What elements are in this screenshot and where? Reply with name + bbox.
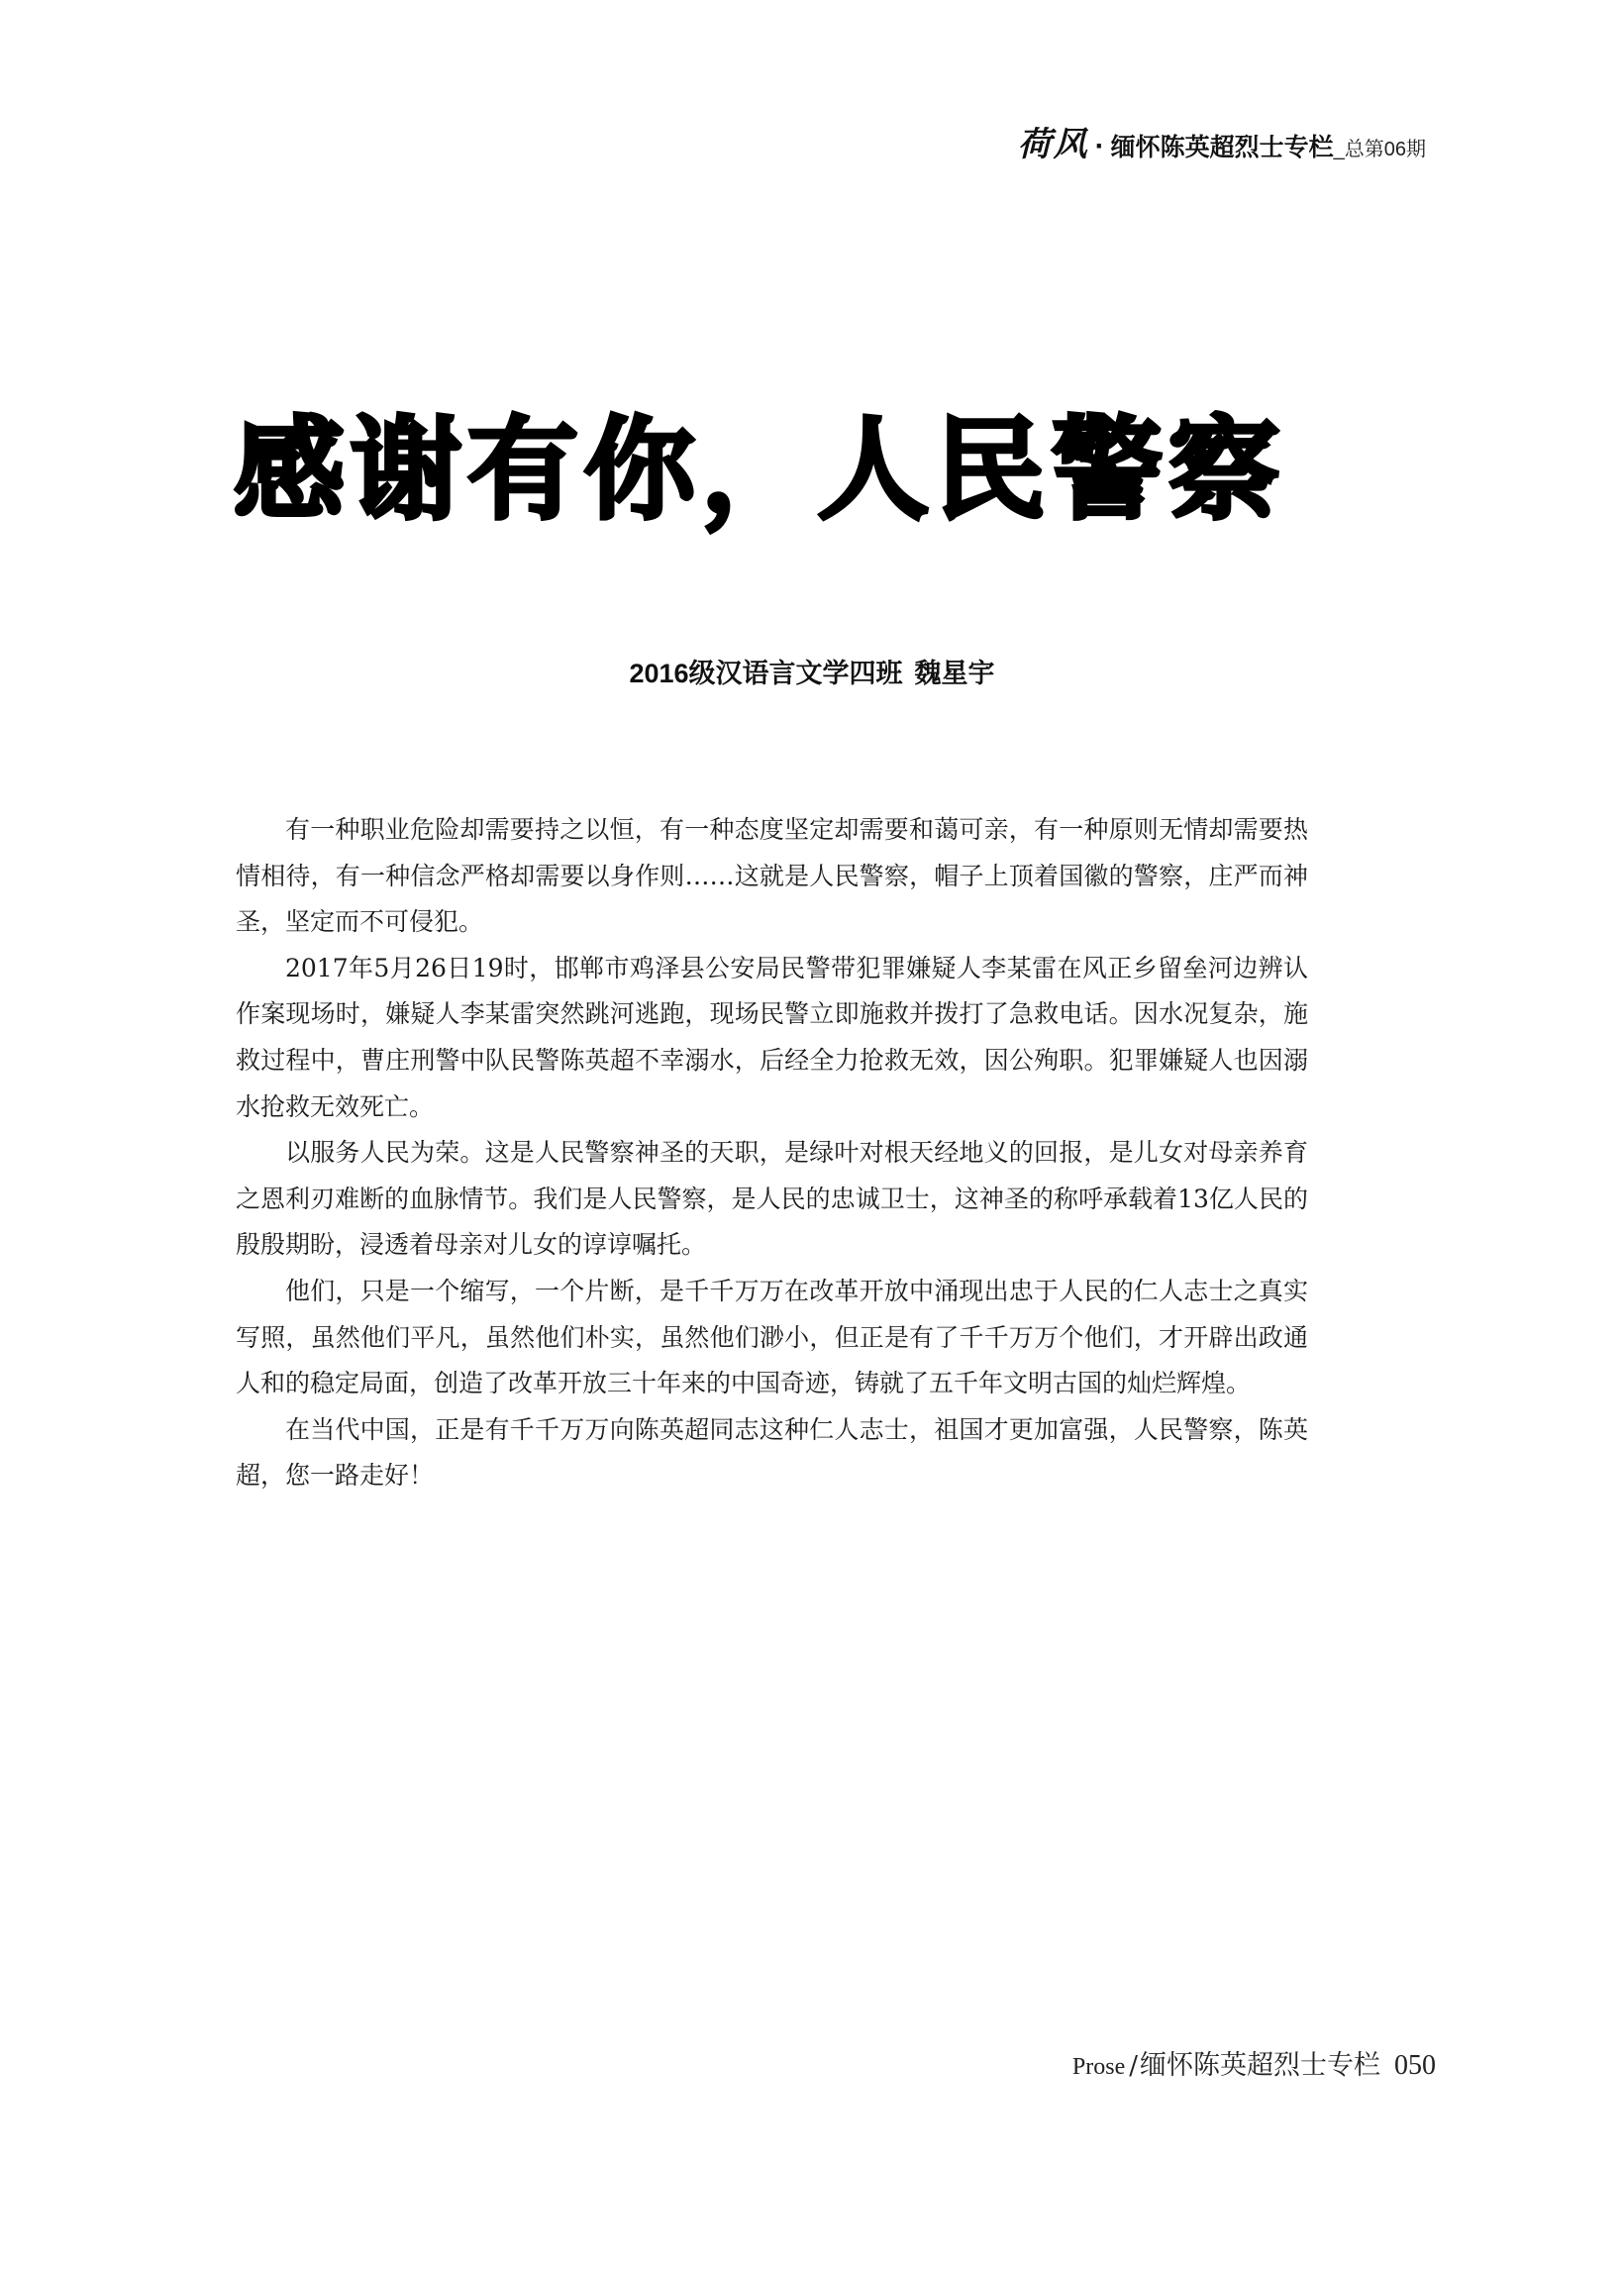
page-number: 050 xyxy=(1394,2050,1436,2081)
body-paragraph: 以服务人民为荣。这是人民警察神圣的天职，是绿叶对根天经地义的回报，是儿女对母亲养育之恩利刃难断的血脉情节。我们是人民警察，是人民的忠诚卫士，这神圣的称呼承载着13亿人民的殷殷期盼，浸透着母亲对儿女的谆谆嘱托。 xyxy=(236,1138,1308,1260)
article-title: 感谢有你，人民警察 xyxy=(234,406,1285,535)
body-paragraph: 2017年5月26日19时，邯郸市鸡泽县公安局民警带犯罪嫌疑人李某雷在风正乡留垒河边辨认作案现场时，嫌疑人李某雷突然跳河逃跑，现场民警立即施救并拨打了急救电话。因水况复杂，施救过程中，曹庄刑警中队民警陈英超不幸溺水，后经全力抢救无效，因公殉职。犯罪嫌疑人也因溺水抢救无效死亡。 xyxy=(236,953,1308,1121)
author-name: 魏星宇 xyxy=(914,659,995,688)
body-paragraph: 有一种职业危险却需要持之以恒，有一种态度坚定却需要和蔼可亲，有一种原则无情却需要热情相待，有一种信念严格却需要以身作则……这就是人民警察，帽子上顶着国徽的警察，庄严而神圣，坚定而不可侵犯。 xyxy=(236,815,1308,937)
article-body xyxy=(236,807,1308,1499)
magazine-brand: 荷风 xyxy=(1017,125,1089,164)
author-affiliation: 2016级汉语言文学四班 xyxy=(629,659,903,688)
body-paragraph: 在当代中国，正是有千千万万向陈英超同志这种仁人志士，祖国才更加富强，人民警察，陈英超，您一路走好！ xyxy=(236,1414,1308,1491)
header-issue-number: _总第06期 xyxy=(1333,139,1426,160)
footer-column-title: 缅怀陈英超烈士专栏 xyxy=(1140,2050,1380,2081)
body-paragraph: 他们，只是一个缩写，一个片断，是千千万万在改革开放中涌现出忠于人民的仁人志士之真实写照，虽然他们平凡，虽然他们朴实，虽然他们渺小，但正是有了千千万万个他们，才开辟出政通人和的稳定局面，创造了改革开放三十年来的中国奇迹，铸就了五千年文明古国的灿烂辉煌。 xyxy=(236,1276,1308,1398)
article-byline xyxy=(0,654,1624,693)
running-header xyxy=(1018,117,1426,165)
header-column-title: 缅怀陈英超烈士专栏 xyxy=(1110,134,1334,161)
footer-section-label: Prose xyxy=(1071,2054,1126,2080)
running-footer xyxy=(1072,2043,1436,2082)
footer-separator: / xyxy=(1129,2051,1138,2081)
header-separator: · xyxy=(1094,130,1105,162)
